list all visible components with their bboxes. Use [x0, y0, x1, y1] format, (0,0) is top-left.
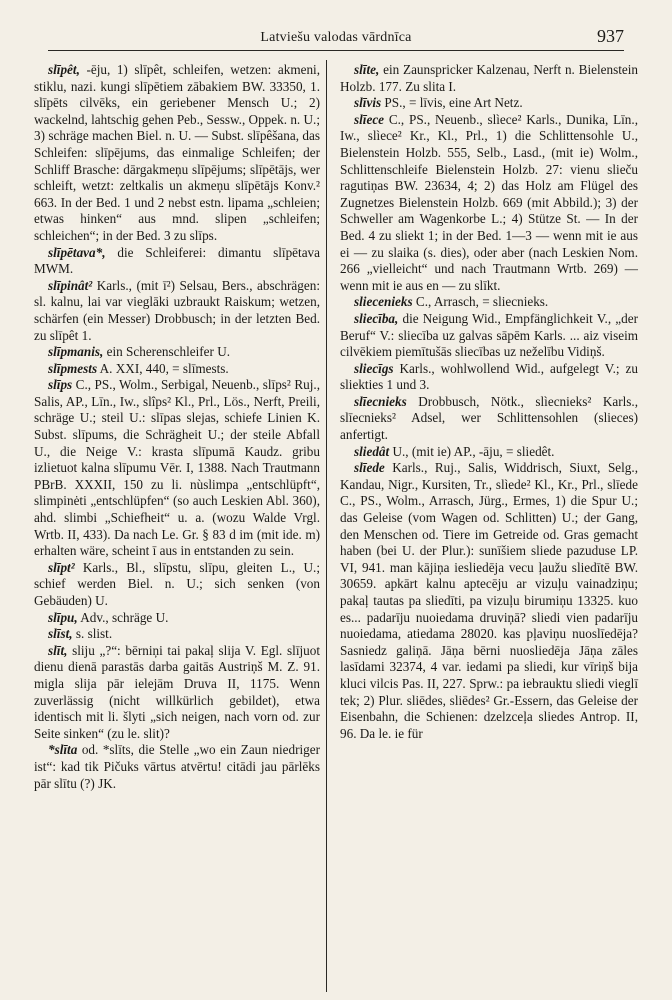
entry-text: C., PS., Wolm., Serbigal, Neuenb., slīps² Ruj., Salis, AP., Līn., Iw., slîps² Kl., Prl., Lös., Nerft, Preili, schräge U.; steil U.: slīpas slejas, schiefe Linien K. Subst. slīpums, die Schrägheit U.; der steile Abfall U., die Neige V.: krasta slīpumā Kaudz. gribu izlietuot kalna slīpumu Vēr. I, 1388. Nach Trautmann PBrB. XXXII, 150 zu li. nùslimpa „entschlüpft“, slimpinėti „entschlüpfen“ (so auch Leskien Abl. 360), ahd. slimbi „Schiefheit“ u. a. (wozu Walde Vrgl. Wrtb. II, 433). Da nach Le. Gr. § 83 d im (mit ide. m) erhalten wäre, scheint ī aus in entstanden zu sein.: [34, 377, 320, 559]
dictionary-entry: [340, 95, 638, 112]
dictionary-entry: [34, 62, 320, 245]
entry-text: s. slist.: [72, 626, 113, 642]
headword: slīps: [48, 377, 73, 393]
headword: slīecnieks: [354, 393, 407, 409]
dictionary-entry: [34, 278, 320, 344]
dictionary-entry: [340, 311, 638, 361]
dictionary-entry: [340, 294, 638, 311]
dictionary-entry: [340, 62, 638, 95]
headword: slīpmests: [48, 360, 98, 376]
running-header: [48, 24, 624, 51]
headword: slīede: [354, 460, 385, 476]
entry-text: od. *slīts, die Stelle „wo ein Zaun niedriger ist“: kad tik Pičuks vārtus atvērtu! citādi jau pārlēks pār slītu (?) JK.: [34, 742, 320, 791]
dictionary-entry: [34, 610, 320, 627]
entry-text: Karls., Ruj., Salis, Widdrisch, Siuxt, Selg., Kandau, Nigr., Kursiten, Tr., slìede² Kl., Kr., Prl., slīede C., PS., Wolm., Arrasch, Jürg., Ermes, 1) die Spur U.; das Geleise (vom Wagen od. Schlitten) U.; der Gang, den Menschen od. Tiere im Getreide od. Gras gemacht haben (bei U. der Plur.): sunīšiem sliede pazuduse LP. VI, 941. man kājiņa iesliedēja vecu ļaužu sliedītē BW. 30659. apkārt kalnu aptecēju ar vizuļu vainadziņu; pakaļ tautas pa sliedīti, pa vizuļu birumiņu 13325. kuo es... padarīju nuoiedama druviņā? sliedi vien padarīju nuoiedama, atiedama 28020. kas pļaviņu nuoslīedēja? Sasniedz galiņā. Jāņa bērni nuosliedēja Jāņa zāles lasīdami 32374, 4 var. iedami pa sliedi, kur vīriņš bija kluci vilcis Pas. II, 227. Sprw.: pa iebrauktu sliedi vieglī tek; 2) Plur. sliēdes, sliēdes² Gr.-Essern, das Geleise der Eisenbahn, die Schienen: dzelzceļa sliedes Antrop. II, 96. Da le. ie für: [340, 460, 638, 741]
headword: slīst,: [48, 626, 73, 642]
entry-text: -ēju, 1) slīpêt, schleifen, wetzen: akmeni, stiklu, nazi. kungi slīpētiem zābakiem BW. 33350, 1. slīpēts cilvēks, ein geriebener Mensch U.; 2) wackelnd, lahtschig gehen Peb., Sessw., Oppek. n. U.; 3) schräge machen Biel. n. U. — Subst. slīpêšana, das Schleifen: slīpējums, das einmalige Schleifen; der Schliff Brasche: dārgakmeņu slīpējums; slīpētājs, wer schleift, wetzt: zeltkalis un akmeņu slīpētājs Konv.² 663. In der Bed. 1 und 2 nebst estn. lipama „schleien; etwas hinken“ aus mnd. slipen „schleifen; schleichen“; in der Bed. 3 zu slīps.: [34, 62, 320, 243]
entry-text: Drobbusch, Nötk., slìecnieks² Karls., slīecnieks² Adsel, wer Schlittensohlen (slieces) anfertigt.: [340, 393, 638, 443]
dictionary-entry: [34, 643, 320, 743]
page-number: 937: [597, 26, 624, 46]
entry-text: Karls., Bl., slīpstu, slīpu, gleiten L., U.; schief werden Biel. n. U.; sich senken (von Gebäuden) U.: [34, 559, 320, 608]
entry-text: C., Arrasch, = sliecnieks.: [412, 294, 549, 310]
headword: sliecīgs: [354, 360, 394, 376]
entry-text: A. XXI, 440, = slīmests.: [97, 360, 229, 376]
headword: slīvis: [354, 95, 382, 111]
entry-text: ein Scherenschleifer U.: [103, 344, 231, 360]
headword: slīece: [354, 111, 385, 127]
entry-text: die Schleiferei: dimantu slīpētava MWM.: [34, 244, 320, 277]
dictionary-entry: [340, 361, 638, 394]
entry-text: Karls., (mit ī²) Selsau, Bers., abschrägen: sl. kalnu, lai var vieglāki uzbraukt Raiskum; wetzen, schärfen (ein Messer) Drobbusch; in der letzten Bed. zu slīpêt 1.: [34, 277, 320, 343]
headword: slīpmanis,: [48, 344, 104, 360]
entry-text: ein Zaunspricker Kalzenau, Nerft n. Bielenstein Holzb. 177. Zu slita I.: [340, 62, 638, 94]
entry-text: U., (mit ie) AP., -āju, = sliedêt.: [389, 443, 555, 459]
headword: slīpu,: [48, 609, 78, 625]
dictionary-entry: [34, 344, 320, 361]
dictionary-entry: [34, 560, 320, 610]
entry-text: sliju „?“: bērniņi tai pakaļ slija V. Egl. slījuot dienu dienā parastās darba gaitās Austriņš M. Z. 91. migla slija pār ielejām Druva II, 1175. Wenn zuverlässig (nicht willkürlich gebildet), etwa identisch mit li. šlyti „sich neigen, nach vorn od. zur Seite sinken“ (zu le. slit)?: [34, 642, 320, 741]
right-column: [340, 62, 638, 992]
running-title: Latviešu valodas vārdnīca: [260, 30, 412, 45]
entry-text: Karls., wohlwollend Wid., aufgelegt V.; zu sliekties 1 und 3.: [340, 360, 638, 393]
headword: sliedât: [354, 443, 390, 459]
left-column: [34, 62, 320, 992]
dictionary-entry: [34, 626, 320, 643]
headword: sliecība,: [354, 310, 399, 326]
headword: slīpinât²: [48, 277, 93, 293]
headword: slīpêt,: [48, 62, 80, 77]
headword: *slīta: [48, 742, 78, 758]
entry-text: C., PS., Neuenb., slìece² Karls., Dunika, Līn., Iw., slìece² Kr., Kl., Prl., 1) die Schlittensohle U., Bielenstein Holzb. 555, Selb., Lasd., (mit ie) Wolm., Schlittenschleife Bielenstein Holzb. 27: vienu slieču ragutiņas BW. 23634, 4; 2) das Holz am Flügel des Zugnetzes Bielenstein Holzb. 669 (mit Abbild.); 3) der Schweller am Wagenkorbe L.; 4) Stütze St. — In der Bed. 4 zu sliekt 1; in der Bed. 1—3 — wenn mit ie aus ei — zu slaika (s. dies), oder aber (nach Leskien Nom. 266 „vielleicht“ und nach Trautmann Wrtb. 269) — wenn mit ie aus en — zu slīkt.: [340, 111, 638, 293]
headword: sliecenieks: [354, 294, 413, 310]
dictionary-entry: [34, 377, 320, 560]
headword: slīpētava*,: [48, 244, 106, 260]
headword: slīte,: [354, 62, 380, 77]
dictionary-entry: [340, 394, 638, 444]
dictionary-entry: [34, 742, 320, 792]
dictionary-entry: [34, 361, 320, 378]
entry-text: Adv., schräge U.: [77, 609, 169, 625]
entry-text: die Neigung Wid., Empfänglichkeit V., „der Beruf“ V.: sliecība uz galvas sāpēm Karls. ... aiz viseim cilvēkiem piemītušās sliecības uz neželību Vidiņš.: [340, 310, 638, 360]
dictionary-entry: [340, 112, 638, 295]
headword: slīt,: [48, 642, 68, 658]
dictionary-entry: [340, 460, 638, 742]
dictionary-entry: [34, 245, 320, 278]
headword: slīpt²: [48, 559, 75, 575]
column-divider: [326, 60, 327, 992]
entry-text: PS., = līvis, eine Art Netz.: [381, 95, 523, 111]
dictionary-entry: [340, 444, 638, 461]
